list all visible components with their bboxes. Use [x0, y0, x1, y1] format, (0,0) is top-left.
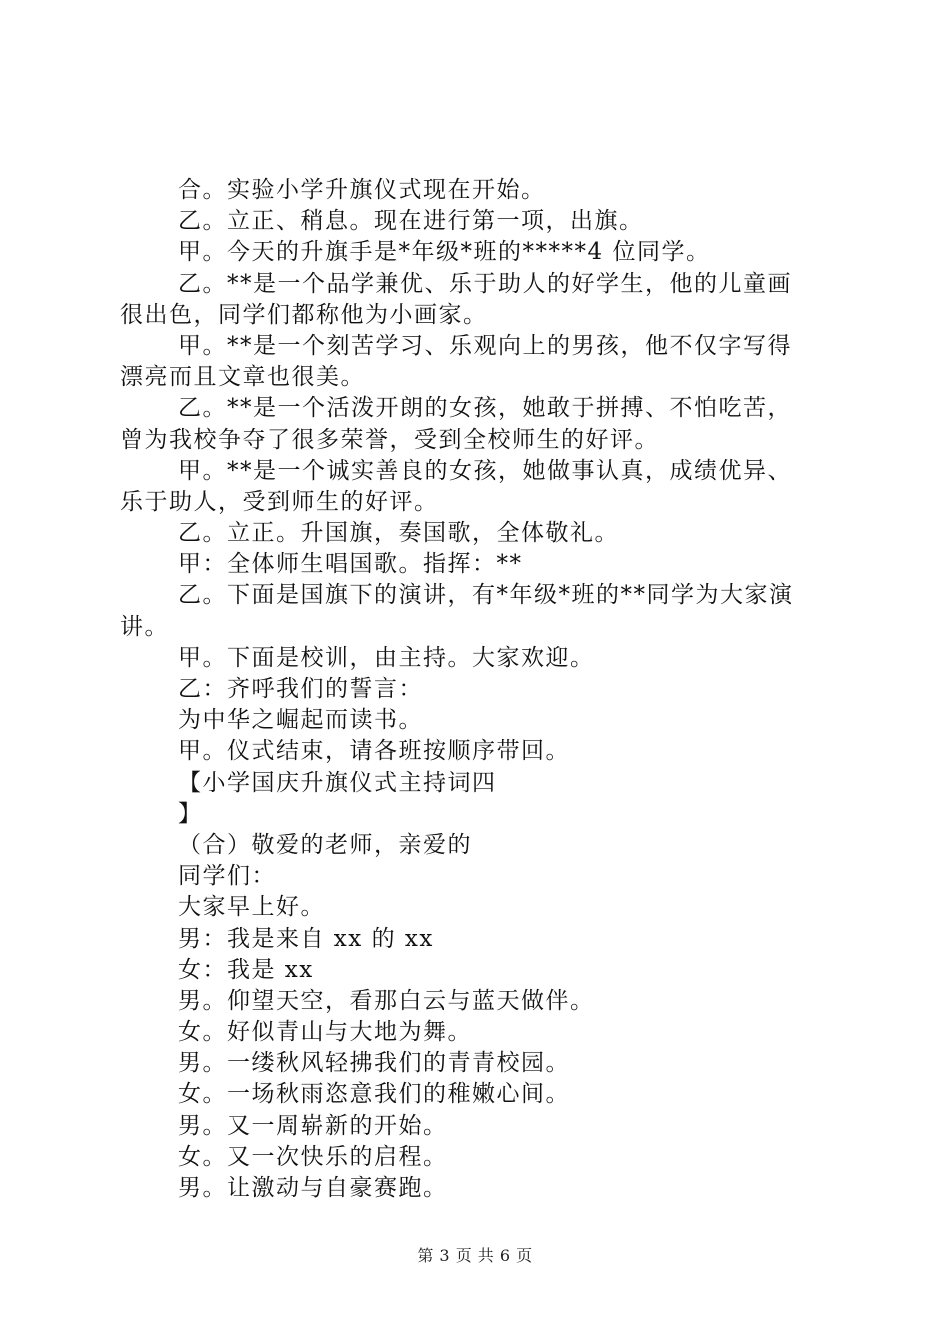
text-line: 漂亮而且文章也很美。: [120, 364, 365, 391]
text-line: 男。让激动与自豪赛跑。: [178, 1175, 448, 1201]
text-line: 甲。今天的升旗手是*年级*班的*****4 位同学。: [178, 239, 711, 266]
text-line: 大家早上好。: [178, 894, 325, 921]
document-body: [120, 175, 840, 1204]
text-line: 甲。下面是校训，由主持。大家欢迎。: [178, 644, 595, 671]
text-line: 女：我是 xx: [178, 956, 314, 983]
text-line: 乙。立正、稍息。现在进行第一项，出旗。: [178, 208, 644, 235]
text-line: 乙。下面是国旗下的演讲，有*年级*班的**同学为大家演: [178, 582, 794, 609]
text-line: 合。实验小学升旗仪式现在开始。: [178, 177, 546, 203]
text-line: 很出色，同学们都称他为小画家。: [120, 301, 488, 328]
text-line: 同学们：: [178, 863, 276, 890]
text-line: 男。仰望天空，看那白云与蓝天做伴。: [178, 987, 595, 1014]
text-line: 男。又一周崭新的开始。: [178, 1112, 448, 1139]
text-line: 为中华之崛起而读书。: [178, 707, 423, 734]
text-line: 女。又一次快乐的启程。: [178, 1143, 448, 1170]
page-number-footer: 第 3 页 共 6 页: [417, 1246, 533, 1265]
text-line: 乐于助人，受到师生的好评。: [120, 488, 439, 515]
text-line: 男。一缕秋风轻拂我们的青青校园。: [178, 1050, 570, 1077]
text-line: 讲。: [120, 613, 169, 640]
text-line: 曾为我校争夺了很多荣誉，受到全校师生的好评。: [120, 426, 659, 453]
text-line: 乙。立正。升国旗，奏国歌，全体敬礼。: [178, 520, 619, 547]
section-heading-close: 】: [178, 800, 203, 827]
text-line: 乙：齐呼我们的誓言：: [178, 676, 423, 702]
text-line: 乙。**是一个品学兼优、乐于助人的好学生，他的儿童画: [178, 270, 792, 297]
text-line: 甲。仪式结束，请各班按顺序带回。: [178, 738, 570, 765]
section-heading: 【小学国庆升旗仪式主持词四: [178, 769, 497, 796]
text-line: 女。好似青山与大地为舞。: [178, 1019, 472, 1046]
text-line: （合）敬爱的老师，亲爱的: [178, 831, 472, 858]
text-line: 乙。**是一个活泼开朗的女孩，她敢于拼搏、不怕吃苦，: [178, 395, 792, 422]
text-line: 女。一场秋雨恣意我们的稚嫩心间。: [178, 1081, 570, 1108]
text-line: 甲：全体师生唱国歌。指挥：**: [178, 551, 523, 578]
text-line: 男：我是来自 xx 的 xx: [178, 925, 434, 952]
text-line: 甲。**是一个刻苦学习、乐观向上的男孩，他不仅字写得: [178, 332, 792, 359]
text-line: 甲。**是一个诚实善良的女孩，她做事认真，成绩优异、: [178, 457, 792, 484]
